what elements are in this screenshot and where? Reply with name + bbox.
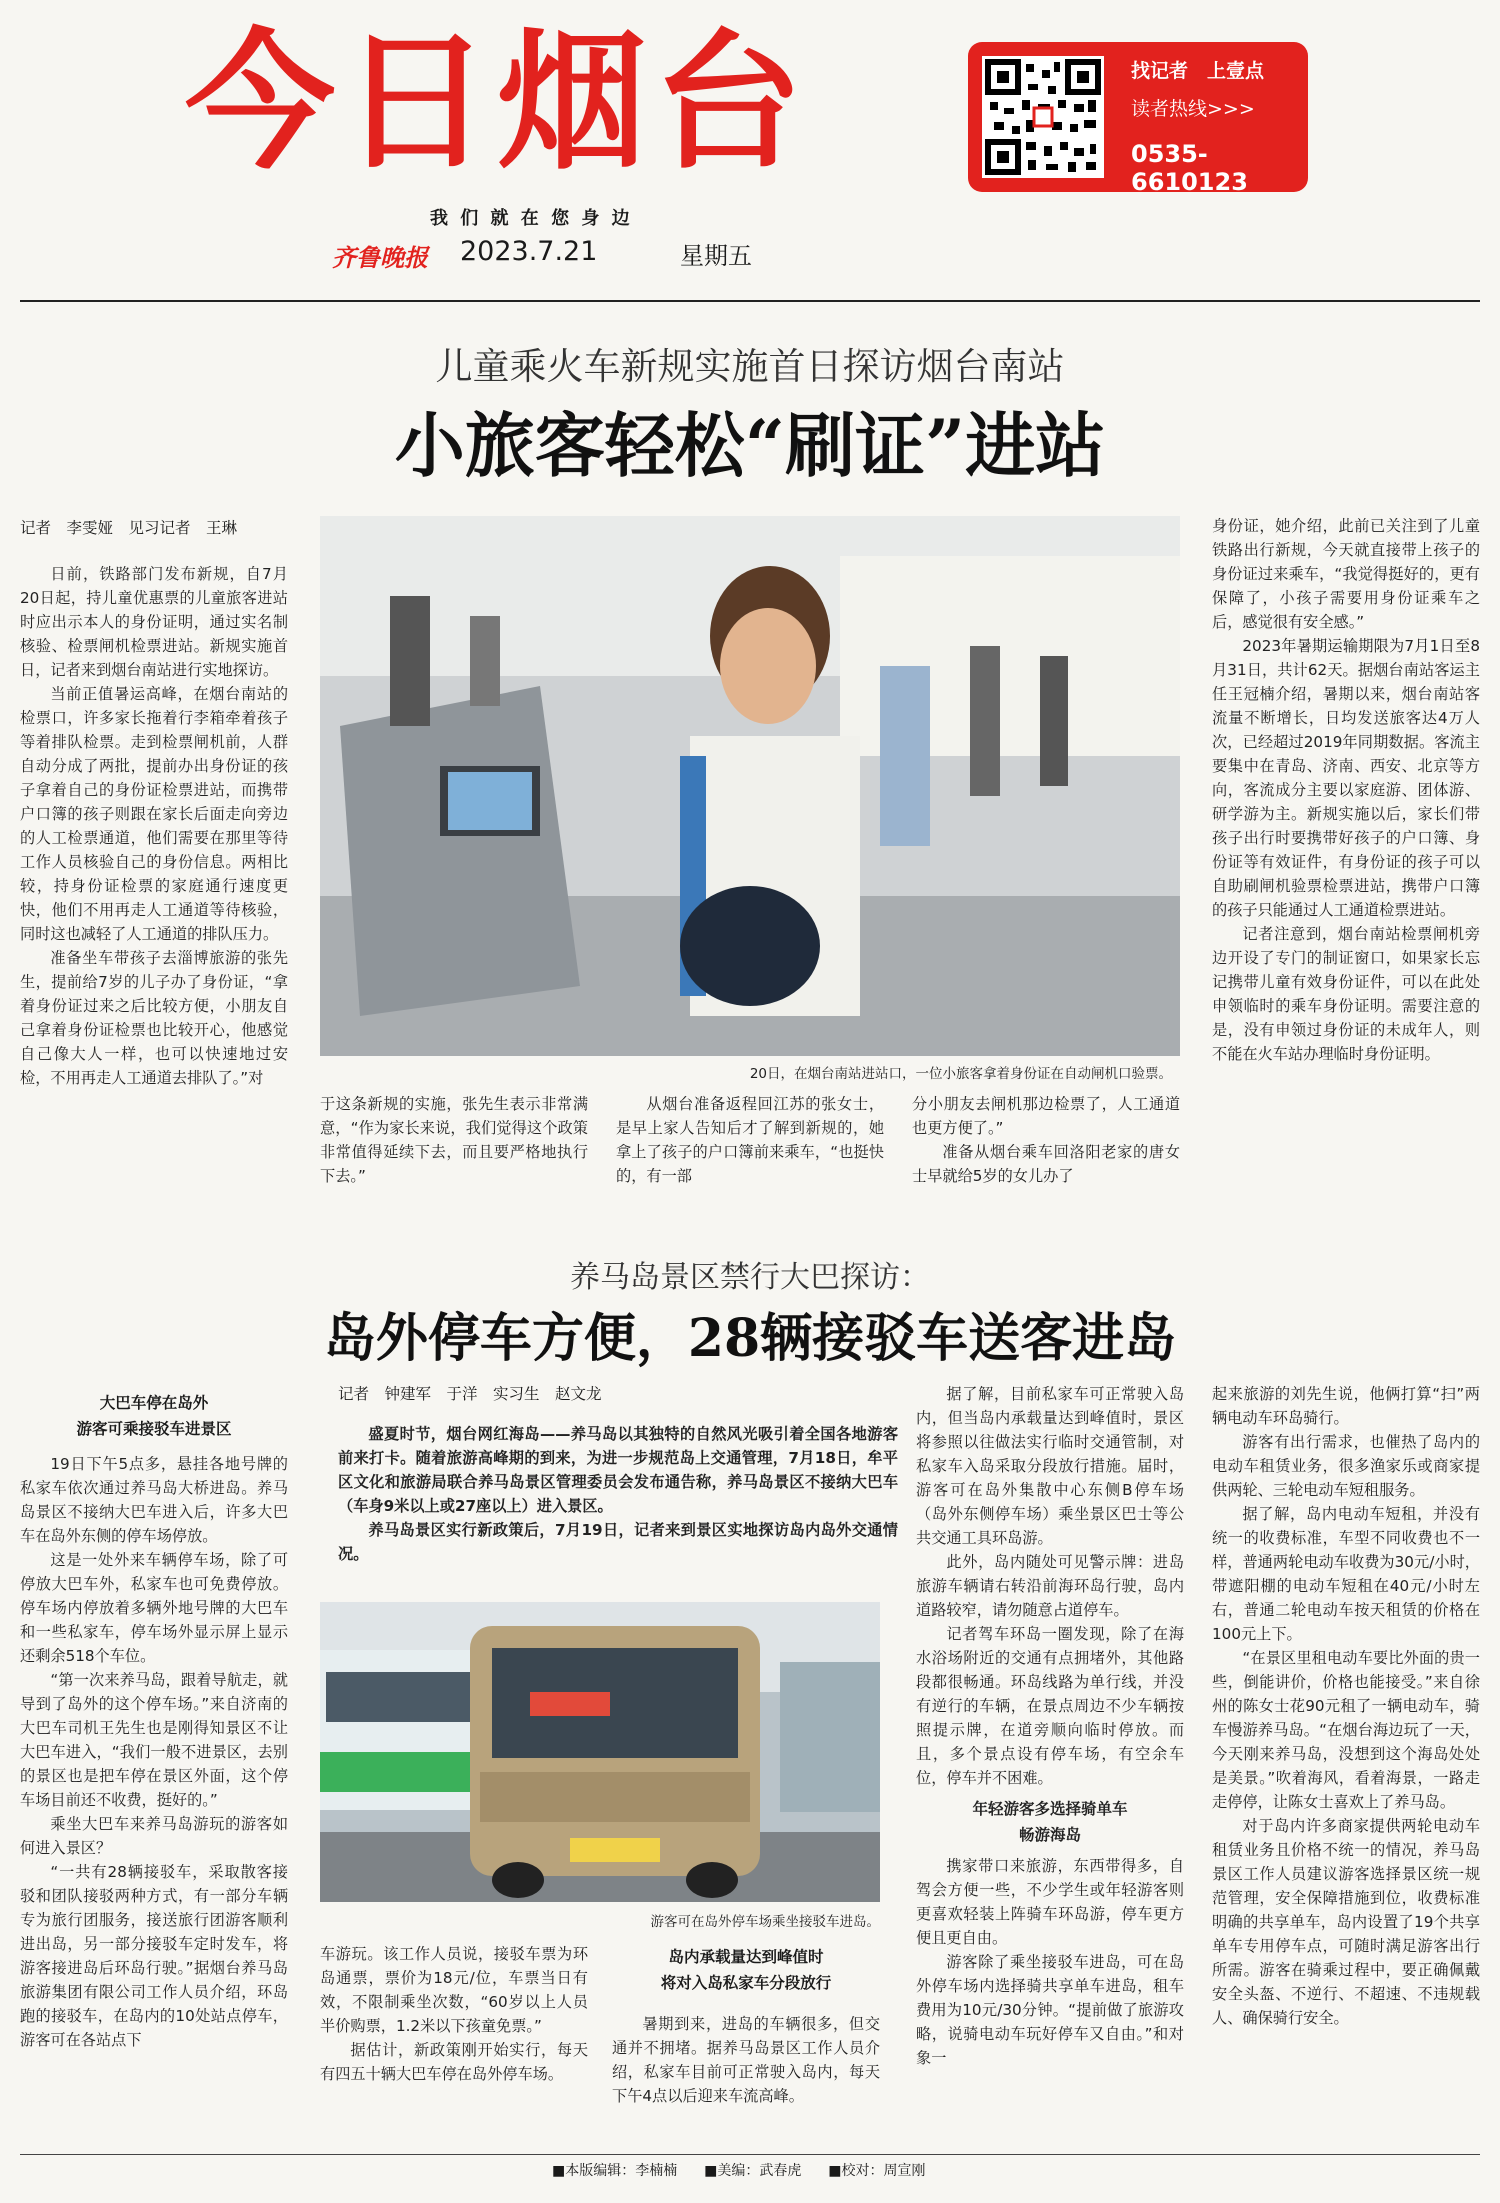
article1-para: 记者注意到，烟台南站检票闸机旁边开设了专门的制证窗口，如果家长忘记携带儿童有效身份证件，可以在此处申领临时的乘车身份证明。需要注意的是，没有申领过身份证的未成年人，则不能在火车站办理临时身份证明。 (1212, 925, 1480, 1063)
subhead-line: 畅游海岛 (1018, 1826, 1081, 1844)
article2-para: 起来旅游的刘先生说，他俩打算“扫”两辆电动车环岛骑行。 (1212, 1385, 1480, 1427)
hotline-number: 0535-6610123 (1131, 140, 1248, 196)
article2-subhead-2 (612, 1944, 880, 1996)
article2-para: 此外，岛内随处可见警示牌：进岛旅游车辆请右转沿前海环岛行驶，岛内道路较窄，请勿随意占道停车。 (916, 1553, 1184, 1619)
masthead-title: 今日烟台 (185, 16, 810, 190)
article1-left-column (20, 562, 288, 1090)
article1-para: 从烟台准备返程回江苏的张女士，是早上家人告知后才了解到新规的，她拿上了孩子的户口簿前来乘车，“也挺快的，有一部 (616, 1095, 884, 1185)
article2-para: “在景区里租电动车要比外面的贵一些，倒能讲价，价格也能接受。”来自徐州的陈女士花90元租了一辆电动车，骑车慢游养马岛。“在烟台海边玩了一天，今天刚来养马岛，没想到这个海岛处处是美景。”吹着海风，看着海景，一路走走停停，让陈女士喜欢上了养马岛。 (1212, 1649, 1480, 1811)
article1-headline: 小旅客轻松“刷证”进站 (394, 404, 1106, 487)
article2-lead (338, 1422, 898, 1566)
article2-para: 据估计，新政策刚开始实行，每天有四五十辆大巴车停在岛外停车场。 (320, 2041, 588, 2083)
article1-photo (320, 516, 1180, 1056)
footer-art: ■美编：武春虎 (704, 2163, 802, 2179)
article2-headline: 岛外停车方便，28辆接驳车送客进岛 (323, 1308, 1177, 1369)
article2-col3-bottom (612, 2012, 880, 2108)
article2-para: 据了解，岛内电动车短租，并没有统一的收费标准，车型不同收费也不一样，普通两轮电动车收费为30元/小时，带遮阳棚的电动车短租在40元/小时左右，普通二轮电动车按天租赁的价格在100元上下。 (1212, 1505, 1480, 1643)
subhead-line: 大巴车停在岛外 (99, 1394, 209, 1412)
article1-para: 分小朋友去闸机那边检票了，人工通道也更方便了。” (912, 1095, 1180, 1137)
article1-photo-caption: 20日，在烟台南站进站口，一位小旅客拿着身份证在自动闸机口验票。 (749, 1066, 1172, 1082)
article2-photo (320, 1602, 880, 1902)
article2-para: 据了解，目前私家车可正常驶入岛内，但当岛内承载量达到峰值时，景区将参照以往做法实行临时交通管制，对私家车入岛采取分段放行措施。届时，游客可在岛外集散中心东侧B停车场（岛外东侧停车场）乘坐景区巴士等公共交通工具环岛游。 (916, 1385, 1184, 1547)
article1-para: 准备坐车带孩子去淄博旅游的张先生，提前给7岁的儿子办了身份证，“拿着身份证过来之后比较方便，小朋友自己拿着身份证检票也比较开心，他感觉自己像大人一样，也可以快速地过安检，不用再走人工通道去排队了。”对 (20, 949, 288, 1087)
article2-para: “一共有28辆接驳车，采取散客接驳和团队接驳两种方式，有一部分车辆专为旅行团服务，接送旅行团游客顺利进出岛，另一部分接驳车定时发车，将游客接进岛后环岛行驶。”据烟台养马岛旅游集团有限公司工作人员介绍，环岛跑的接驳车，在岛内的10处站点停车，游客可在各站点下 (20, 1863, 288, 2049)
article2-col5 (1212, 1382, 1480, 2030)
masthead-rule (20, 300, 1480, 302)
article1-para: 于这条新规的实施，张先生表示非常满意，“作为家长来说，我们觉得这个政策非常值得延续下去，而且要严格地执行下去。” (320, 1095, 588, 1185)
article1-para: 当前正值暑运高峰，在烟台南站的检票口，许多家长拖着行李箱牵着孩子等着排队检票。走到检票闸机前，人群自动分成了两批，提前办出身份证的孩子拿着自己的身份证检票进站，而携带户口簿的孩子则跟在家长后面走向旁边的人工检票通道，他们需要在那里等待工作人员核验自己的身份信息。两相比较，持身份证检票的家庭通行速度更快，他们不用再走人工通道等待核验，同时这也减轻了人工通道的排队压力。 (20, 685, 288, 943)
article2-col4 (916, 1382, 1184, 2070)
article2-para: 记者驾车环岛一圈发现，除了在海水浴场附近的交通有点拥堵外，其他路段都很畅通。环岛线路为单行线，并没有逆行的车辆，在景点周边不少车辆按照提示牌，在道旁顺向临时停放。而且，多个景点设有停车场，有空余车位，停车并不困难。 (916, 1625, 1184, 1787)
issue-date: 2023.7.21 (460, 236, 598, 267)
article1-byline: 记者 李雯娅 见习记者 王琳 (20, 519, 238, 537)
contact-line1: 找记者 上壹点 (1131, 60, 1265, 82)
article2-para: 携家带口来旅游，东西带得多，自驾会方便一些，不少学生或年轻游客则更喜欢轻装上阵骑车环岛游，停车更方便且更自由。 (916, 1857, 1184, 1947)
article2-para: 对于岛内许多商家提供两轮电动车租赁业务且价格不统一的情况，养马岛景区工作人员建议游客选择景区统一规范管理，安全保障措施到位，收费标准明确的共享单车，岛内设置了19个共享单车专用停车点，可随时满足游客出行所需。游客在骑乘过程中，要正确佩戴安全头盔、不逆行、不超速、不违规载人、确保骑行安全。 (1212, 1817, 1480, 2027)
article2-para: 19日下午5点多，悬挂各地号牌的私家车依次通过养马岛大桥进岛。养马岛景区不接纳大巴车进入后，许多大巴车在岛外东侧的停车场停放。 (20, 1455, 288, 1545)
article2-para: 这是一处外来车辆停车场，除了可停放大巴车外，私家车也可免费停放。停车场内停放着多辆外地号牌的大巴车和一些私家车，停车场外显示屏上显示还剩余518个车位。 (20, 1551, 288, 1665)
subhead-line: 年轻游客多选择骑单车 (972, 1800, 1128, 1818)
article2-para: 乘坐大巴车来养马岛游玩的游客如何进入景区？ (20, 1815, 288, 1857)
subhead-line: 将对入岛私家车分段放行 (660, 1974, 832, 1992)
article2-para: “第一次来养马岛，跟着导航走，就导到了岛外的这个停车场。”来自济南的大巴车司机王先生也是刚得知景区不让大巴车进入，“我们一般不进景区，去别的景区也是把车停在景区外面，这个停车场目前还不收费，挺好的。” (20, 1671, 288, 1809)
article2-para: 游客有出行需求，也催热了岛内的电动车租赁业务，很多渔家乐或商家提供两轮、三轮电动车短租服务。 (1212, 1433, 1480, 1499)
article2-para: 游客除了乘坐接驳车进岛，可在岛外停车场内选择骑共享单车进岛，租车费用为10元/30分钟。“提前做了旅游攻略，说骑电动车玩好停车又自由。”和对象一 (916, 1953, 1184, 2067)
article2-col2-bottom (320, 1942, 588, 2086)
article1-bottom-col-a (320, 1092, 588, 1188)
subhead-line: 岛内承载量达到峰值时 (668, 1948, 824, 1966)
contact-box (968, 42, 1308, 196)
article1-para: 日前，铁路部门发布新规，自7月20日起，持儿童优惠票的儿童旅客进站时应出示本人的身份证明，通过实名制核验、检票闸机检票进站。新规实施首日，记者来到烟台南站进行实地探访。 (20, 565, 288, 679)
article2-subhead-3 (916, 1796, 1184, 1848)
article2-lead-para: 盛夏时节，烟台网红海岛——养马岛以其独特的自然风光吸引着全国各地游客前来打卡。随着旅游高峰期的到来，为进一步规范岛上交通管理，7月18日，牟平区文化和旅游局联合养马岛景区管理委员会发布通告称，养马岛景区不接纳大巴车（车身9米以上或27座以上）进入景区。 (338, 1425, 898, 1515)
article1-bottom-col-c (912, 1092, 1180, 1188)
article1-kicker: 儿童乘火车新规实施首日探访烟台南站 (435, 345, 1065, 388)
article1-para: 2023年暑期运输期限为7月1日至8月31日，共计62天。据烟台南站客运主任王冠楠介绍，暑期以来，烟台南站客流量不断增长，日均发送旅客达4万人次，已经超过2019年同期数据。客流主要集中在青岛、济南、西安、北京等方向，客流成分主要以家庭游、团体游、研学游为主。新规实施以后，家长们带孩子出行时要携带好孩子的户口簿、身份证等有效证件，有身份证的孩子可以自助刷闸机验票检票进站，携带户口簿的孩子只能通过人工通道检票进站。 (1212, 637, 1480, 919)
brand-logo: 齐鲁晚报 (332, 243, 428, 272)
article1-bottom-col-b (616, 1092, 884, 1188)
footer-rule (20, 2154, 1480, 2155)
article2-kicker: 养马岛景区禁行大巴探访： (570, 1260, 930, 1295)
footer-editor: ■本版编辑：李楠楠 (552, 2163, 678, 2179)
issue-weekday: 星期五 (680, 242, 752, 270)
article1-right-column (1212, 514, 1480, 1066)
article2-photo-caption: 游客可在岛外停车场乘坐接驳车进岛。 (650, 1914, 880, 1930)
article2-lead-para: 养马岛景区实行新政策后，7月19日，记者来到景区实地探访岛内岛外交通情况。 (338, 1521, 898, 1563)
contact-line2: 读者热线>>> (1131, 98, 1255, 120)
footer-credits (552, 2160, 926, 2180)
footer-proof: ■校对：周宣刚 (828, 2163, 926, 2179)
article2-para: 车游玩。该工作人员说，接驳车票为环岛通票，票价为18元/位，车票当日有效，不限制乘坐次数，“60岁以上人员半价购票，1.2米以下孩童免票。” (320, 1945, 588, 2035)
article1-para: 准备从烟台乘车回洛阳老家的唐女士早就给5岁的女儿办了 (912, 1143, 1180, 1185)
article2-col1 (20, 1452, 288, 2052)
article1-para: 身份证，她介绍，此前已关注到了儿童铁路出行新规，今天就直接带上孩子的身份证过来乘车，“我觉得挺好的，更有保障了，小孩子需要用身份证乘车之后，感觉很有安全感。” (1212, 517, 1480, 631)
subhead-line: 游客可乘接驳车进景区 (76, 1420, 232, 1438)
article2-para: 暑期到来，进岛的车辆很多，但交通并不拥堵。据养马岛景区工作人员介绍，私家车目前可正常驶入岛内，每天下午4点以后迎来车流高峰。 (612, 2015, 880, 2105)
article2-subhead-1 (20, 1390, 288, 1442)
masthead-slogan: 我 们 就 在 您 身 边 (430, 208, 633, 229)
article2-byline: 记者 钟建军 于洋 实习生 赵文龙 (338, 1385, 602, 1403)
qr-code-icon (982, 56, 1104, 178)
